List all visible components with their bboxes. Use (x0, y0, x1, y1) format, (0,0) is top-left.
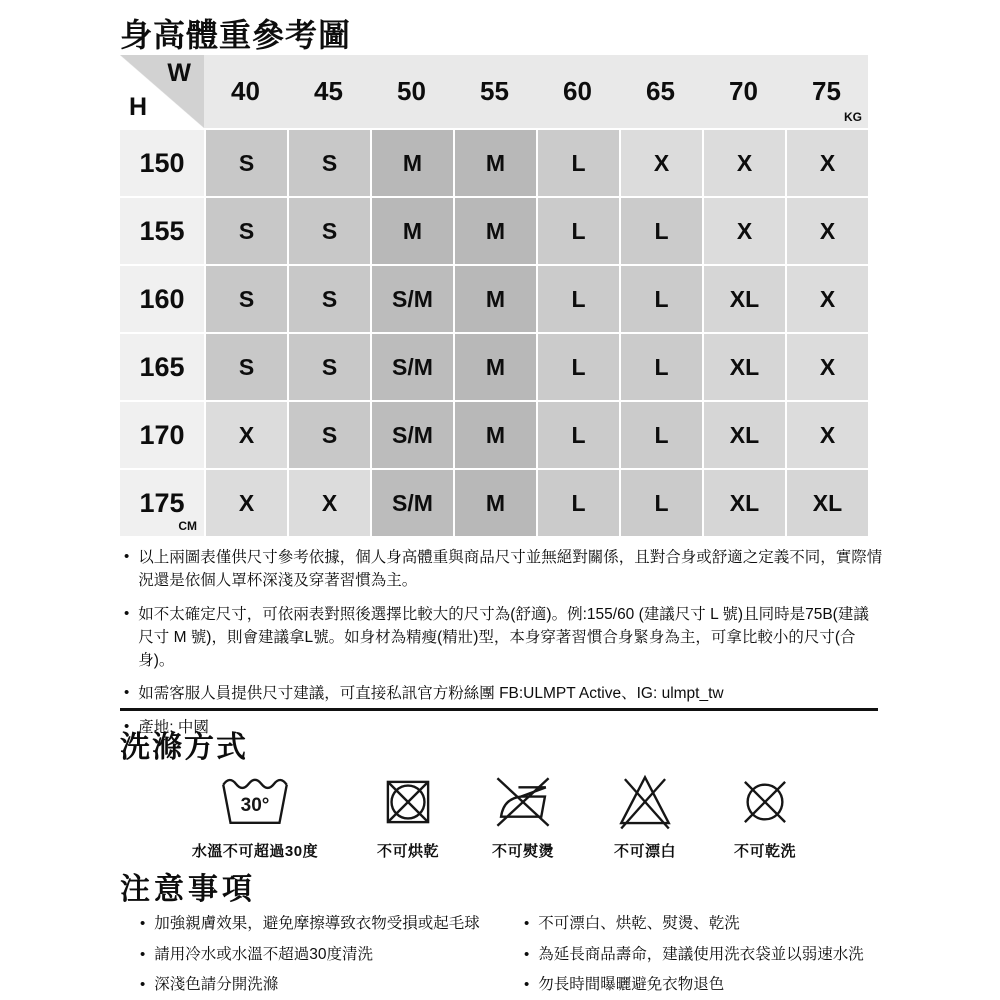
notes-list (122, 546, 884, 749)
weight-header-cell: 45 (314, 76, 343, 106)
bullet-icon: • (124, 684, 130, 702)
table-row (120, 470, 868, 536)
care-label: 不可熨燙 (491, 843, 554, 860)
size-cell: S (289, 402, 370, 468)
note-item (122, 682, 884, 705)
bullet-icon: • (140, 915, 146, 932)
size-cell: X (787, 402, 868, 468)
care-label: 不可乾洗 (733, 843, 796, 860)
size-cell: M (455, 130, 536, 196)
size-cell: L (621, 470, 702, 536)
caution-text: 深淺色請分開洗滌 (154, 976, 279, 994)
note-text: 產地: 中國 (138, 718, 209, 736)
size-cell: X (704, 198, 785, 264)
size-cell: M (455, 334, 536, 400)
size-cell: X (206, 402, 287, 468)
no-bleach-icon (613, 770, 677, 834)
size-cell: X (206, 470, 287, 536)
height-cell: 155 (120, 198, 204, 264)
size-cell: L (538, 334, 619, 400)
height-cell (120, 470, 204, 536)
wash-temp-30-icon (216, 770, 294, 834)
size-cell: L (538, 402, 619, 468)
height-cell: 160 (120, 266, 204, 332)
size-cell: L (621, 266, 702, 332)
size-cell: S/M (372, 470, 453, 536)
size-cell: X (787, 266, 868, 332)
bullet-icon: • (524, 945, 530, 963)
size-cell: S (206, 130, 287, 196)
size-cell: L (538, 266, 619, 332)
size-cell: XL (704, 334, 785, 400)
cautions-right-column (522, 913, 932, 1000)
size-cell: S (206, 334, 287, 400)
table-header-row (120, 55, 868, 128)
bullet-icon: • (524, 976, 530, 994)
care-label: 不可烘乾 (376, 843, 439, 860)
note-text: 如不太確定尺寸，可依兩表對照後選擇比較大的尺寸為(舒適)。例:155/60 (建議尺寸 L 號)且同時是75B(建議尺寸 M 號)，則會建議拿L號。如身材為精瘦(精壯)型，本身穿著習慣合身緊身為主，可拿比較小的尺寸(合身)。 (138, 605, 869, 669)
height-cell: 170 (120, 402, 204, 468)
size-cell: X (289, 470, 370, 536)
size-cell: S (289, 130, 370, 196)
caution-item (522, 913, 932, 935)
weight-header-cell: 65 (646, 76, 675, 106)
page-title: 身高體重參考圖 (120, 17, 352, 53)
care-label: 水溫不可超過30度 (191, 843, 319, 860)
weight-header-band (204, 55, 868, 128)
size-cell: S/M (372, 266, 453, 332)
caution-item (522, 944, 932, 966)
size-cell: X (704, 130, 785, 196)
caution-text: 加強親膚效果，避免摩擦導致衣物受損或起毛球 (154, 915, 480, 932)
size-cell: M (455, 402, 536, 468)
size-cell: S (289, 198, 370, 264)
size-cell: X (787, 334, 868, 400)
size-cell: XL (704, 402, 785, 468)
size-cell: L (538, 130, 619, 196)
size-cell: L (538, 198, 619, 264)
size-cell: M (455, 470, 536, 536)
size-cell: L (538, 470, 619, 536)
bullet-icon: • (140, 976, 146, 994)
size-cell: L (621, 198, 702, 264)
size-cell: S (289, 266, 370, 332)
bullet-icon: • (124, 548, 130, 565)
table-row (120, 402, 868, 468)
table-row (120, 266, 868, 332)
size-cell: X (621, 130, 702, 196)
weight-header-cell: 55 (480, 76, 509, 106)
height-unit-label: CM (178, 519, 197, 533)
bullet-icon: • (524, 915, 530, 932)
height-value: 175 (139, 487, 185, 518)
size-cell: S (206, 198, 287, 264)
size-cell: S (289, 334, 370, 400)
note-text: 以上兩圖表僅供尺寸參考依據，個人身高體重與商品尺寸並無絕對關係，且對合身或舒適之定義不同，實際情況還是依個人罩杯深淺及穿著習慣為主。 (138, 549, 883, 590)
note-item (122, 603, 884, 673)
caution-item (138, 944, 518, 966)
svg-text:30°: 30° (240, 795, 270, 817)
no-tumble-dry-icon (376, 770, 440, 834)
cautions-left-column (138, 913, 518, 1000)
caution-text: 為延長商品壽命，建議使用洗衣袋並以弱速水洗 (538, 945, 864, 963)
caution-item (138, 974, 518, 996)
bullet-icon: • (124, 604, 130, 622)
weight-header-cell: 50 (397, 76, 426, 106)
size-cell: X (787, 130, 868, 196)
size-cell: L (621, 334, 702, 400)
bullet-icon: • (140, 945, 146, 963)
table-row (120, 130, 868, 196)
cautions-section-title: 注意事項 (120, 873, 256, 906)
size-cell: XL (704, 266, 785, 332)
size-cell: X (787, 198, 868, 264)
weight-axis-label: W (167, 59, 191, 87)
caution-text: 勿長時間曝曬避免衣物退色 (538, 976, 725, 994)
size-cell: XL (704, 470, 785, 536)
section-divider (120, 708, 878, 711)
size-cell: S (206, 266, 287, 332)
weight-unit-label: KG (844, 110, 862, 124)
height-cell: 165 (120, 334, 204, 400)
care-item (680, 770, 850, 861)
note-item (122, 546, 884, 593)
size-cell: L (621, 402, 702, 468)
caution-item (138, 913, 518, 935)
weight-header-cell: 40 (231, 76, 260, 106)
care-label: 不可漂白 (613, 843, 676, 860)
caution-text: 不可漂白、烘乾、熨燙、乾洗 (538, 915, 740, 932)
note-text: 如需客服人員提供尺寸建議，可直接私訊官方粉絲團 FB:ULMPT Active、IG: ulmpt_tw (138, 685, 724, 703)
table-row (120, 334, 868, 400)
size-cell: M (455, 198, 536, 264)
corner-cell (120, 55, 204, 128)
no-dry-clean-icon (733, 770, 797, 834)
caution-text: 請用冷水或水溫不超過30度清洗 (154, 945, 374, 963)
height-cell: 150 (120, 130, 204, 196)
size-cell: M (372, 198, 453, 264)
height-axis-label: H (129, 93, 148, 121)
weight-header-cell: 60 (563, 76, 592, 106)
table-row (120, 198, 868, 264)
care-item (170, 770, 340, 861)
no-iron-icon (491, 770, 555, 834)
size-cell: XL (787, 470, 868, 536)
caution-item (522, 974, 932, 996)
size-cell: M (455, 266, 536, 332)
size-cell: S/M (372, 334, 453, 400)
size-cell: S/M (372, 402, 453, 468)
weight-header-cell: 75 (812, 76, 841, 106)
washing-section-title: 洗滌方式 (120, 731, 248, 764)
size-table (120, 55, 868, 536)
size-cell: M (372, 130, 453, 196)
bullet-icon: • (124, 717, 130, 735)
weight-header-cell: 70 (729, 76, 758, 106)
